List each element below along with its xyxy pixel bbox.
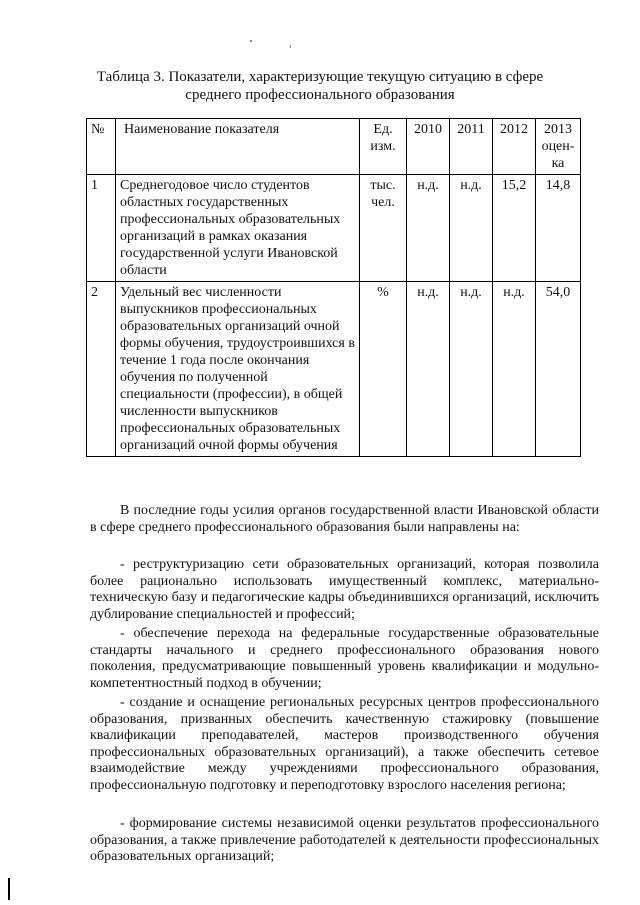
header-no: № [87, 119, 116, 175]
value-2010: н.д. [407, 175, 450, 282]
table-row [87, 282, 581, 457]
list-item: - реструктуризацию сети образовательных организаций, которая позволила более рационально использовать имущественный комплекс, материально-техническую базу и педагогические кадры объединившихся организаций, исключить дублирование специальностей и профессий; [90, 557, 599, 622]
value-2012: 15,2 [493, 175, 536, 282]
value-2010: н.д. [407, 282, 450, 457]
list-item: - формирование системы независимой оценки результатов профессионального образования, а также привлечение работодателей к деятельности профессиональных образовательных организаций; [90, 816, 599, 864]
list-item: - обеспечение перехода на федеральные государственные образовательные стандарты начального и среднего профессионального образования нового поколения, предусматривающие повышенный уровень квалификации и модульно-компетентностный подход в обучении; [90, 626, 599, 691]
scan-speck [250, 40, 252, 42]
value-2011: н.д. [450, 282, 493, 457]
header-unit: Ед. изм. [360, 119, 407, 175]
value-2013: 54,0 [536, 282, 581, 457]
caption-line-2: среднего профессионального образования [185, 87, 455, 103]
header-2012: 2012 [493, 119, 536, 175]
table-row [87, 175, 581, 282]
table-caption [60, 68, 580, 104]
row-number: 2 [87, 282, 116, 457]
indicator-unit: тыс. чел. [360, 175, 407, 282]
indicator-name: Удельный вес численности выпускников профессиональных образовательных организаций очной формы обучения, трудоустроившихся в течение 1 года после окончания обучения по полученной специальности (профессии), в общей численности выпускников профессиональных образовательных организаций очной формы обучения [116, 282, 360, 457]
value-2011: н.д. [450, 175, 493, 282]
scan-speck [290, 45, 291, 48]
indicators-table [86, 118, 581, 457]
scan-edge-mark [8, 878, 10, 900]
value-2013: 14,8 [536, 175, 581, 282]
caption-line-1: Таблица 3. Показатели, характеризующие текущую ситуацию в сфере [96, 69, 544, 85]
indicator-unit: % [360, 282, 407, 457]
table-header-row [87, 119, 581, 175]
value-2012: н.д. [493, 282, 536, 457]
row-number: 1 [87, 175, 116, 282]
list-item: - создание и оснащение региональных ресурсных центров профессионального образования, призванных обеспечить качественную стажировку (повышение квалификации преподавателей, мастеров производственного обучения профессиональных образовательных организаций), а также обеспечить сетевое взаимодействие между учреждениями профессионального образования, профессиональную подготовку и переподготовку взрослого населения региона; [90, 695, 599, 793]
header-2013: 2013 оцен-ка [536, 119, 581, 175]
header-2010: 2010 [407, 119, 450, 175]
indicator-name: Среднегодовое число студентов областных государственных профессиональных образовательных организаций в рамках оказания государственной услуги Ивановской области [116, 175, 360, 282]
header-2011: 2011 [450, 119, 493, 175]
header-name: Наименование показателя [116, 119, 360, 175]
intro-paragraph: В последние годы усилия органов государственной власти Ивановской области в сфере среднего профессионального образования были направлены на: [90, 503, 599, 535]
